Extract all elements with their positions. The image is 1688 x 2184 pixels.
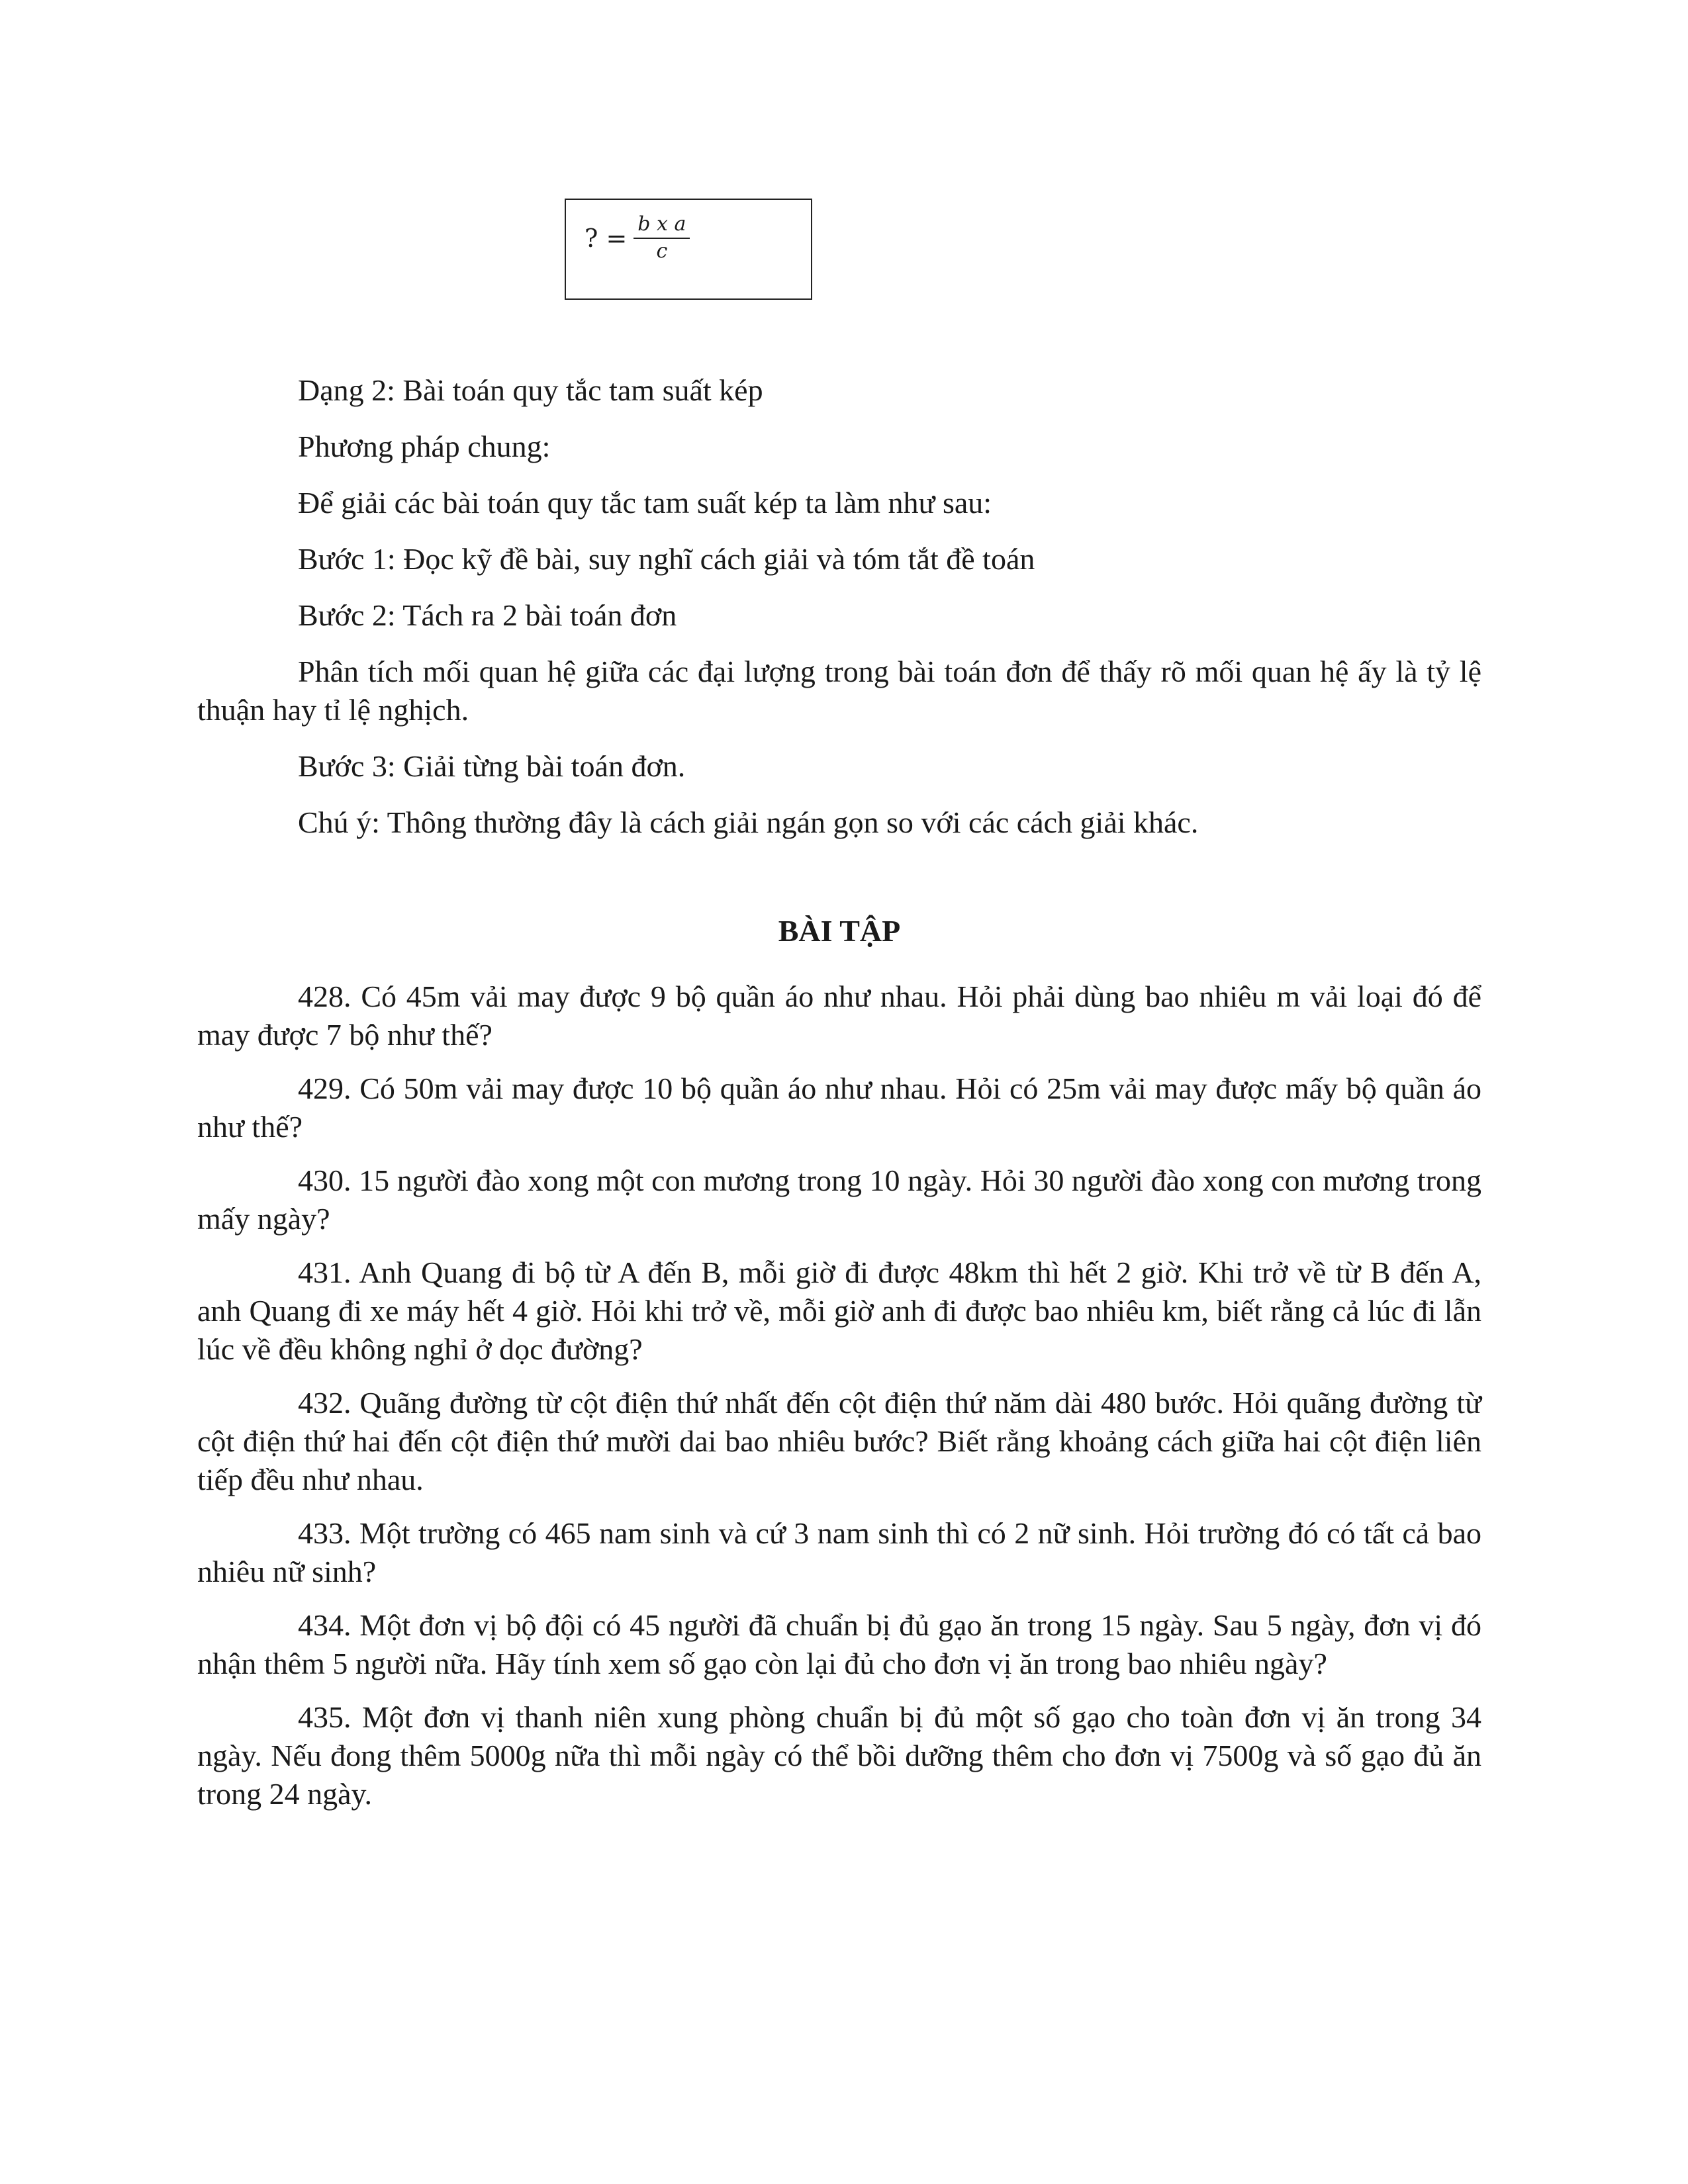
exercise-433: 433. Một trường có 465 nam sinh và cứ 3 nam sinh thì có 2 nữ sinh. Hỏi trường đó có tất cả bao nhiêu nữ sinh? (197, 1516, 1481, 1588)
exercise-428: 428. Có 45m vải may được 9 bộ quần áo như nhau. Hỏi phải dùng bao nhiêu m vải loại đó để may được 7 bộ như thế? (197, 979, 1481, 1052)
exercise-432: 432. Quãng đường từ cột điện thứ nhất đến cột điện thứ năm dài 480 bước. Hỏi quãng đường từ cột điện thứ hai đến cột điện thứ mười dai bao nhiêu bước? Biết rằng khoảng cách giữa hai cột điện liên tiếp đều như nhau. (197, 1386, 1481, 1496)
method-step-3: Bước 3: Giải từng bài toán đơn. (298, 749, 686, 783)
formula-numerator: b x a (633, 213, 690, 239)
exercise-435: 435. Một đơn vị thanh niên xung phòng chuẩn bị đủ một số gạo cho toàn đơn vị ăn trong 34 ngày. Nếu đong thêm 5000g nữa thì mỗi ngày có thể bồi dưỡng thêm cho đơn vị 7500g và số gạo đủ ăn trong 24 ngày. (197, 1700, 1481, 1811)
method-intro: Để giải các bài toán quy tắc tam suất kép ta làm như sau: (298, 486, 992, 520)
exercises-list (197, 978, 1481, 1829)
method-title: Dạng 2: Bài toán quy tắc tam suất kép (298, 373, 763, 407)
exercise-434: 434. Một đơn vị bộ đội có 45 người đã chuẩn bị đủ gạo ăn trong 15 ngày. Sau 5 ngày, đơn vị đó nhận thêm 5 người nữa. Hãy tính xem số gạo còn lại đủ cho đơn vị ăn trong bao nhiêu ngày? (197, 1608, 1481, 1680)
formula-denominator: c (656, 239, 668, 263)
exercise-429: 429. Có 50m vải may được 10 bộ quần áo như nhau. Hỏi có 25m vải may được mấy bộ quần áo như thế? (197, 1071, 1481, 1144)
exercises-heading: BÀI TẬP (778, 914, 901, 948)
formula (585, 213, 690, 263)
method-step-2: Bước 2: Tách ra 2 bài toán đơn (298, 598, 677, 632)
formula-fraction (633, 213, 690, 263)
method-note: Chú ý: Thông thường đây là cách giải ngán gọn so với các cách giải khác. (298, 805, 1199, 839)
exercise-430: 430. 15 người đào xong một con mương trong 10 ngày. Hỏi 30 người đào xong con mương trong mấy ngày? (197, 1163, 1481, 1236)
method-section (197, 371, 1481, 860)
formula-box (565, 199, 812, 300)
exercise-431: 431. Anh Quang đi bộ từ A đến B, mỗi giờ đi được 48km thì hết 2 giờ. Khi trở về từ B đến A, anh Quang đi xe máy hết 4 giờ. Hỏi khi trở về, mỗi giờ anh đi được bao nhiêu km, biết rằng cả lúc đi lẫn lúc về đều không nghỉ ở dọc đường? (197, 1255, 1481, 1366)
method-subtitle: Phương pháp chung: (298, 430, 551, 463)
formula-lhs: ? = (585, 223, 628, 253)
method-step-1: Bước 1: Đọc kỹ đề bài, suy nghĩ cách giải và tóm tắt đề toán (298, 542, 1035, 576)
method-analysis: Phân tích mối quan hệ giữa các đại lượng trong bài toán đơn để thấy rõ mối quan hệ ấy là tỷ lệ thuận hay tỉ lệ nghịch. (197, 655, 1481, 727)
